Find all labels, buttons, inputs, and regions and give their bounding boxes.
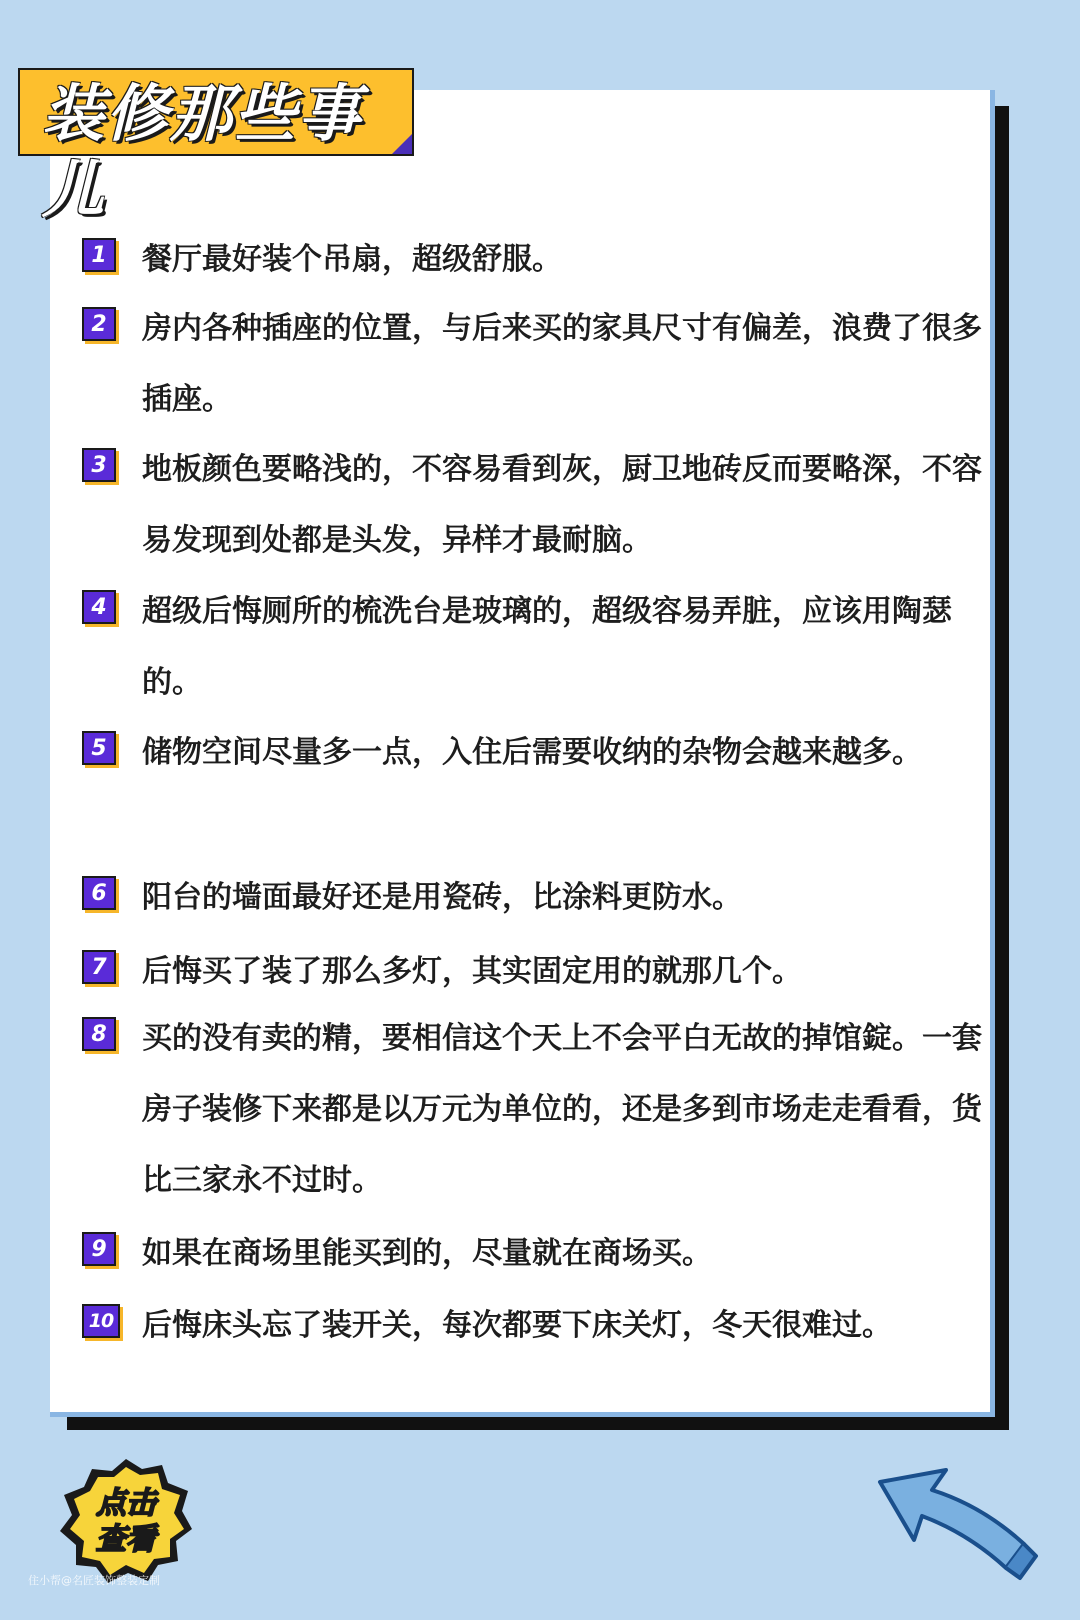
number-badge: 3 bbox=[82, 448, 116, 482]
tip-text: 阳台的墙面最好还是用瓷砖，比涂料更防水。 bbox=[142, 880, 742, 915]
tip-text: 后悔床头忘了装开关，每次都要下床关灯，冬天很难过。 bbox=[142, 1308, 892, 1343]
number-badge: 5 bbox=[82, 731, 116, 765]
click-badge-line2: 查看 bbox=[96, 1522, 156, 1557]
tip-text: 地板颜色要略浅的，不容易看到灰，厨卫地砖反而要略深，不容易发现到处都是头发，异样才最耐脑。 bbox=[142, 452, 982, 558]
watermark: 住小帮@名匠装饰整装定制 bbox=[28, 1574, 160, 1587]
tip-text: 房内各种插座的位置，与后来买的家具尺寸有偏差，浪费了很多插座。 bbox=[142, 311, 982, 417]
number-badge: 2 bbox=[82, 307, 116, 341]
click-to-view-button[interactable] bbox=[56, 1455, 196, 1585]
tip-text: 后悔买了装了那么多灯，其实固定用的就那几个。 bbox=[142, 954, 802, 989]
arrow-up-left-icon bbox=[870, 1460, 1040, 1590]
tip-text: 买的没有卖的精，要相信这个天上不会平白无故的掉馆錠。一套房子装修下来都是以万元为单位的，还是多到市场走走看看，货比三家永不过时。 bbox=[142, 1021, 982, 1198]
starburst-badge-icon bbox=[56, 1455, 196, 1585]
tip-text: 储物空间尽量多一点，入住后需要收纳的杂物会越来越多。 bbox=[142, 735, 922, 770]
page-title: 装修那些事儿 bbox=[42, 77, 363, 226]
number-badge: 8 bbox=[82, 1017, 116, 1051]
tip-text: 如果在商场里能买到的，尽量就在商场买。 bbox=[142, 1236, 712, 1271]
number-badge: 10 bbox=[82, 1304, 120, 1338]
number-badge: 1 bbox=[82, 238, 116, 272]
tip-text: 餐厅最好装个吊扇，超级舒服。 bbox=[142, 242, 562, 277]
number-badge: 7 bbox=[82, 950, 116, 984]
number-badge: 9 bbox=[82, 1232, 116, 1266]
click-badge-line1: 点击 bbox=[96, 1486, 156, 1521]
tip-text: 超级后悔厕所的梳洗台是玻璃的，超级容易弄脏，应该用陶瑟的。 bbox=[142, 594, 952, 700]
number-badge: 4 bbox=[82, 590, 116, 624]
number-badge: 6 bbox=[82, 876, 116, 910]
